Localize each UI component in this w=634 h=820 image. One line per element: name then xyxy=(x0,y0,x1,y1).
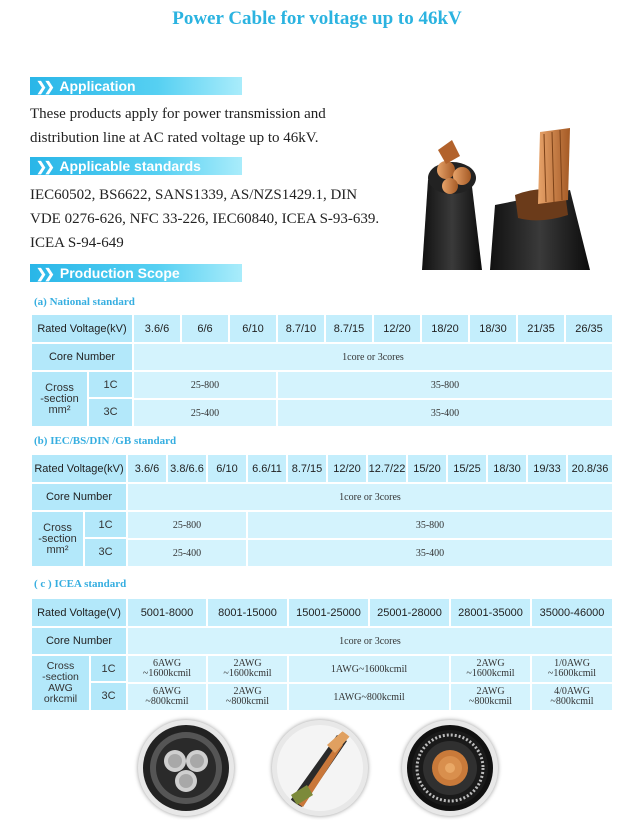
cross-section-label xyxy=(32,512,84,566)
application-text xyxy=(30,102,326,150)
cross-label-line: orkcmil xyxy=(43,693,78,705)
core-number-label: Core Number xyxy=(31,483,127,511)
voltage-cell: 6.6/11 xyxy=(247,454,287,483)
voltage-cell: 8.7/15 xyxy=(287,454,327,483)
core-1c-label: 1C xyxy=(89,372,132,399)
core-1c-label: 1C xyxy=(85,512,126,539)
range-cell: 1AWG~1600kcmil xyxy=(288,655,450,683)
voltage-cell: 12/20 xyxy=(327,454,367,483)
standards-text xyxy=(30,183,379,255)
core-3c-label: 3C xyxy=(98,546,113,558)
voltage-cell: 28001-35000 xyxy=(450,598,531,627)
cross-section-cell xyxy=(31,655,127,711)
standards-heading xyxy=(30,157,242,175)
voltage-cell: 20.8/36 xyxy=(567,454,613,483)
voltage-cell: 26/35 xyxy=(565,314,613,343)
icea-label: ( c ) ICEA standard xyxy=(34,578,127,590)
voltage-cell: 6/10 xyxy=(207,454,247,483)
cross-label-line: mm² xyxy=(48,403,71,416)
double-chevron-icon: ❯❯ xyxy=(36,266,52,281)
cross-label-line: mm² xyxy=(46,543,69,556)
cross-section-1c-row xyxy=(31,371,613,399)
cross-label-line: -section xyxy=(38,532,77,545)
scope-heading xyxy=(30,264,242,282)
range-cell: 2AWG ~1600kcmil xyxy=(450,655,531,683)
rated-voltage-row xyxy=(31,454,613,483)
cross-label-line: Cross xyxy=(46,660,75,672)
voltage-cell: 6/10 xyxy=(229,314,277,343)
range-cell: 25-400 xyxy=(133,399,277,427)
core-number-value: 1core or 3cores xyxy=(133,343,613,371)
voltage-cell: 15001-25000 xyxy=(288,598,369,627)
range-cell: 25-800 xyxy=(127,511,247,539)
cross-label-line: Cross xyxy=(43,521,72,534)
range-cell: 1/0AWG ~1600kcmil xyxy=(531,655,613,683)
voltage-cell: 12.7/22 xyxy=(367,454,407,483)
cross-section-1c-row xyxy=(31,655,613,683)
core-number-value: 1core or 3cores xyxy=(127,483,613,511)
range-cell: 4/0AWG ~800kcmil xyxy=(531,683,613,711)
standards-line: VDE 0276-626, NFC 33-226, IEC60840, ICEA S-93-639. xyxy=(30,211,380,227)
voltage-cell: 8001-15000 xyxy=(207,598,288,627)
range-cell: 35-800 xyxy=(247,511,613,539)
voltage-cell: 6/6 xyxy=(181,314,229,343)
cable-photo xyxy=(420,120,605,270)
rated-voltage-row xyxy=(31,598,613,627)
rated-voltage-label: Rated Voltage(kV) xyxy=(31,314,133,343)
range-cell: 6AWG ~800kcmil xyxy=(127,683,207,711)
core-3c-label: 3C xyxy=(101,690,116,702)
range-cell: 6AWG ~1600kcmil xyxy=(127,655,207,683)
core-number-label: Core Number xyxy=(31,627,127,655)
iec-label: (b) IEC/BS/DIN /GB standard xyxy=(34,435,177,447)
range-cell: 2AWG ~800kcmil xyxy=(450,683,531,711)
voltage-cell: 3.6/6 xyxy=(127,454,167,483)
standards-line: IEC60502, BS6622, SANS1339, AS/NZS1429.1, DIN xyxy=(30,187,358,203)
voltage-cell: 21/35 xyxy=(517,314,565,343)
voltage-cell: 35000-46000 xyxy=(531,598,613,627)
scope-heading-text: Production Scope xyxy=(59,265,180,281)
cross-label-line: -section xyxy=(42,671,79,683)
single-core-cross-section-photo xyxy=(402,720,498,816)
voltage-cell: 8.7/15 xyxy=(325,314,373,343)
cross-section-1c-row xyxy=(31,511,613,539)
range-cell: 25-400 xyxy=(127,539,247,567)
voltage-cell: 19/33 xyxy=(527,454,567,483)
range-cell: 2AWG ~1600kcmil xyxy=(207,655,288,683)
icea-table xyxy=(30,597,614,712)
standards-line: ICEA S-94-649 xyxy=(30,235,124,251)
range-cell: 25-800 xyxy=(133,371,277,399)
voltage-cell: 18/20 xyxy=(421,314,469,343)
core-number-row xyxy=(31,483,613,511)
national-table xyxy=(30,313,614,428)
voltage-cell: 3.8/6.6 xyxy=(167,454,207,483)
application-line: distribution line at AC rated voltage up to 46kV. xyxy=(30,130,319,146)
range-cell: 35-800 xyxy=(277,371,613,399)
cross-label-line: AWG xyxy=(48,682,73,694)
cross-section-cell xyxy=(31,511,127,567)
cross-section-cell xyxy=(31,371,133,427)
voltage-cell: 18/30 xyxy=(469,314,517,343)
cross-section-label xyxy=(32,372,88,426)
core-1c-label: 1C xyxy=(91,656,126,683)
range-cell: 35-400 xyxy=(277,399,613,427)
cable-layers-photo xyxy=(272,720,368,816)
rated-voltage-label: Rated Voltage(V) xyxy=(31,598,127,627)
iec-table xyxy=(30,453,614,568)
application-line: These products apply for power transmission and xyxy=(30,106,326,122)
cross-label-line: Cross xyxy=(45,381,74,394)
core-number-value: 1core or 3cores xyxy=(127,627,613,655)
voltage-cell: 15/20 xyxy=(407,454,447,483)
range-cell: 35-400 xyxy=(247,539,613,567)
standards-heading-text: Applicable standards xyxy=(59,158,201,174)
application-heading xyxy=(30,77,242,95)
double-chevron-icon: ❯❯ xyxy=(36,79,52,94)
rated-voltage-row xyxy=(31,314,613,343)
double-chevron-icon: ❯❯ xyxy=(36,159,52,174)
range-cell: 1AWG~800kcmil xyxy=(288,683,450,711)
voltage-cell: 25001-28000 xyxy=(369,598,450,627)
cable-cross-section-photo xyxy=(138,720,234,816)
cross-label-line: -section xyxy=(40,392,79,405)
range-cell: 2AWG ~800kcmil xyxy=(207,683,288,711)
voltage-cell: 3.6/6 xyxy=(133,314,181,343)
voltage-cell: 12/20 xyxy=(373,314,421,343)
voltage-cell: 5001-8000 xyxy=(127,598,207,627)
core-number-row xyxy=(31,343,613,371)
voltage-cell: 8.7/10 xyxy=(277,314,325,343)
voltage-cell: 18/30 xyxy=(487,454,527,483)
voltage-cell: 15/25 xyxy=(447,454,487,483)
page-title: Power Cable for voltage up to 46kV xyxy=(172,8,462,29)
core-3c-label: 3C xyxy=(103,406,118,418)
core-number-label: Core Number xyxy=(31,343,133,371)
application-heading-text: Application xyxy=(59,78,136,94)
rated-voltage-label: Rated Voltage(kV) xyxy=(31,454,127,483)
cross-section-label xyxy=(32,656,90,710)
national-label: (a) National standard xyxy=(34,296,135,308)
core-number-row xyxy=(31,627,613,655)
